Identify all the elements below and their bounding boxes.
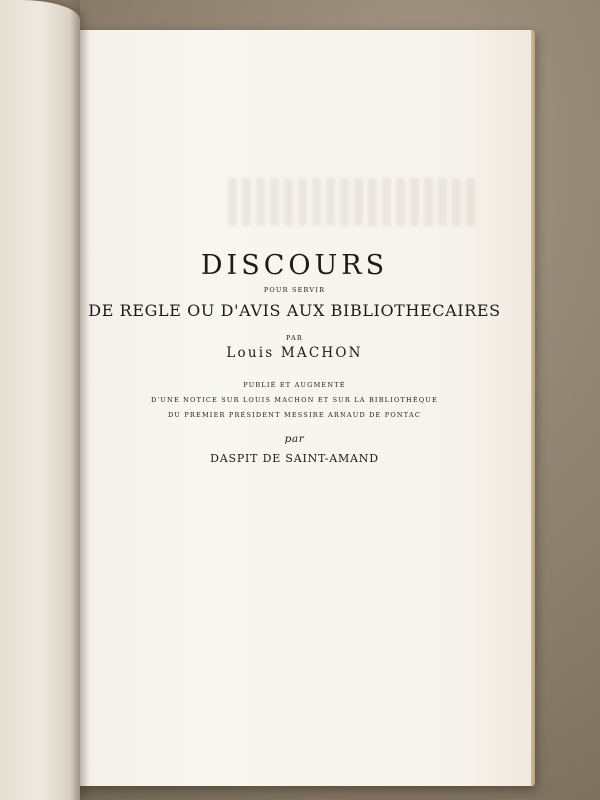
book-title: DISCOURS (200, 250, 389, 281)
book-subtitle: DE REGLE OU D'AVIS AUX BIBLIOTHECAIRES (88, 301, 501, 320)
pour-servir-text: POUR SERVIR (263, 286, 326, 294)
show-through-text (228, 178, 478, 226)
author-name: Louis MACHON (226, 345, 363, 361)
right-page (58, 30, 533, 786)
published-line-2: D'UNE NOTICE SUR LOUIS MACHON ET SUR LA BIBLIOTHÈQUE (150, 396, 438, 404)
published-line-1: PUBLIÉ ET AUGMENTÉ (243, 381, 346, 389)
par-text-2: par (284, 433, 305, 445)
par-text-1: PAR (286, 334, 303, 342)
published-line-3: DU PREMIER PRÉSIDENT MESSIRE ARNAUD DE PONTAC (167, 411, 422, 419)
editor-name: DASPIT DE SAINT-AMAND (210, 452, 379, 465)
